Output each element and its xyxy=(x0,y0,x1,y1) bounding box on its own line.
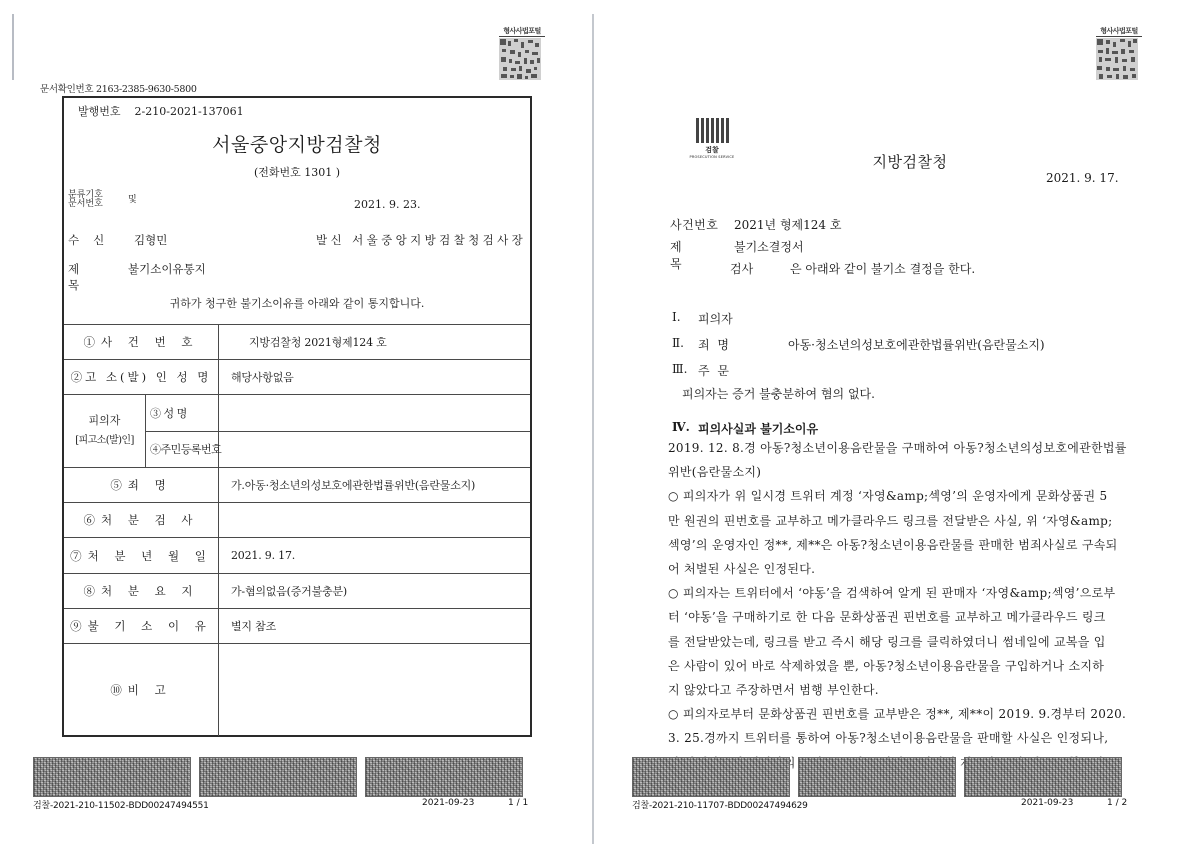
decision-page xyxy=(600,0,1200,849)
recipient-label: 수신 xyxy=(68,233,119,247)
section-number: Ⅱ. xyxy=(672,336,684,350)
footer-document-id: 검찰-2021-210-11502-BDD00247494551 xyxy=(33,801,209,811)
sender: 발신 서울중앙지방검찰청검사장 xyxy=(316,233,527,247)
body-line: ○ 피의자로부터 문화상품권 핀번호를 교부받은 정**, 제**이 2019. 9.경부터 2020. xyxy=(668,707,1127,722)
logo-text: 검찰 xyxy=(705,146,719,154)
barcode-icon xyxy=(798,757,956,797)
body-line: 어 처벌된 사실은 인정된다. xyxy=(668,562,816,577)
document-verification-number: 문서확인번호 2163-2385-9630-5800 xyxy=(40,84,197,95)
table-row-disposition-date xyxy=(64,537,530,573)
remarks-value xyxy=(219,644,530,736)
section-number: Ⅳ. xyxy=(672,420,690,434)
page-divider xyxy=(592,14,594,844)
suspect-name-value xyxy=(219,395,530,431)
accused-label: [피고소(발)인] xyxy=(75,435,134,446)
logo-bars-icon xyxy=(682,118,742,143)
footer-page-number: 1 / 2 xyxy=(1107,798,1128,808)
table-row-case-number xyxy=(64,324,530,359)
classification-and: 및 xyxy=(128,195,137,205)
body-line: 터 ‘야동’을 구매하기로 한 다음 문화상품권 핀번호를 교부하고 메가클라우드 링크 xyxy=(668,610,1106,625)
subject-row xyxy=(68,261,206,293)
barcode-icon xyxy=(199,757,357,797)
scan-edge xyxy=(12,14,14,80)
body-line: 위반(음란물소지) xyxy=(668,465,762,480)
section-title: 피의사실과 불기소이유 xyxy=(698,422,819,436)
seal-label: 형사사법포털 xyxy=(499,26,545,37)
footer-page-number: 1 / 1 xyxy=(508,798,529,808)
issue-number-label: 발행번호 xyxy=(78,105,121,118)
barcode-icon xyxy=(365,757,523,797)
table-row-charge xyxy=(64,467,530,502)
portal-seal xyxy=(1096,26,1142,84)
footer-date: 2021-09-23 xyxy=(1021,798,1074,808)
classification-line-2: 문서번호 xyxy=(68,199,103,209)
section-order xyxy=(672,362,731,379)
suspect-id-label: ④주민등록번호 xyxy=(146,431,218,468)
qr-code-icon xyxy=(499,38,541,80)
suspect-label: 피의자 xyxy=(88,414,121,427)
case-number-row xyxy=(670,216,841,233)
barcode-icon xyxy=(964,757,1122,797)
disposition-date-label: ⑦처 분 년 월 일 xyxy=(64,538,219,573)
charge-value: 가.아동·청소년의성보호에관한법률위반(음란물소지) xyxy=(231,479,476,492)
section-charge xyxy=(672,336,1045,353)
recipient-name: 김형민 xyxy=(134,233,168,247)
section-number: Ⅰ. xyxy=(672,310,681,324)
body-line: 를 전달받았는데, 링크를 받고 즉시 해당 링크를 클릭하였더니 썸네일에 교복을 입 xyxy=(668,634,1106,649)
suspect-name-label: ③ 성 명 xyxy=(150,406,187,420)
footer-barcodes xyxy=(632,757,1122,797)
suspect-group-label xyxy=(64,395,146,467)
decision-prosecutor: 검사 xyxy=(730,262,754,276)
footer-barcodes xyxy=(33,757,523,797)
reason-value: 별지 참조 xyxy=(231,620,277,633)
notice-date: 2021. 9. 23. xyxy=(354,198,421,211)
body-line: 2019. 12. 8.경 아동?청소년이용음란물을 구매하여 아동?청소년의성보호에관한법률 xyxy=(668,441,1127,455)
table-row-disposition-summary xyxy=(64,573,530,608)
body-line: 섹영’의 운영자인 정**, 제**은 아동?청소년이용음란물를 판매한 범죄사실로 구속되 xyxy=(668,537,1118,552)
subject-label: 제목 xyxy=(670,240,716,271)
decision-statement xyxy=(730,260,975,277)
case-number-value: 지방검찰청 2021형제124 호 xyxy=(249,336,387,349)
qr-code-icon xyxy=(1096,38,1138,80)
phone-number: (전화번호 1301 ) xyxy=(253,166,341,179)
body-line: ○ 피의자는 트위터에서 ‘야동’을 검색하여 알게 된 판매자 ‘자영&amp;섹영’으로부 xyxy=(668,586,1116,601)
prosecutor-value xyxy=(219,503,530,537)
complainant-value: 해당사항없음 xyxy=(231,371,294,384)
table-row-complainant xyxy=(64,359,530,394)
prosecutor-label: ⑥처 분 검 사 xyxy=(64,503,219,537)
body-line: ○ 피의자가 위 일시경 트위터 계정 ‘자영&amp;섹영’의 운영자에게 문화상품권 5 xyxy=(668,489,1108,504)
suspect-field-labels xyxy=(146,395,222,467)
decision-text: 은 아래와 같이 불기소 결정을 한다. xyxy=(790,262,976,276)
section-title: 피의자 xyxy=(698,312,733,326)
subject-value: 불기소결정서 xyxy=(734,240,804,254)
table-row-remarks xyxy=(64,643,530,736)
footer-document-id: 검찰-2021-210-11707-BDD00247494629 xyxy=(632,801,808,811)
facts-body xyxy=(668,436,1127,775)
table-row-prosecutor xyxy=(64,502,530,537)
table-row-reason xyxy=(64,608,530,643)
notice-frame xyxy=(62,96,532,737)
disposition-summary-value: 가-혐의없음(증거불충분) xyxy=(231,585,347,598)
subject-value: 불기소이유통지 xyxy=(128,262,206,276)
notice-text: 귀하가 청구한 불기소이유를 아래와 같이 통지합니다. xyxy=(169,297,425,310)
body-line: 은 사람이 있어 바로 삭제하였을 뿐, 아동?청소년이용음란물을 구입하거나 소지하 xyxy=(668,658,1105,673)
remarks-label: ⑩비 고 xyxy=(64,644,219,736)
portal-seal xyxy=(499,26,545,84)
disposition-summary-label: ⑧처 분 요 지 xyxy=(64,574,219,608)
suspect-id-value xyxy=(219,431,530,468)
body-line: 만 원권의 핀번호를 교부하고 메가클라우드 링크를 전달받은 사실, 위 ‘자영&amp; xyxy=(668,513,1113,528)
decision-date: 2021. 9. 17. xyxy=(1046,171,1119,185)
recipient-row xyxy=(68,232,167,248)
footer-date: 2021-09-23 xyxy=(422,798,475,808)
classification-label xyxy=(68,191,103,209)
issue-number-value: 2-210-2021-137061 xyxy=(134,105,244,118)
seal-label: 형사사법포털 xyxy=(1096,26,1142,37)
reason-label: ⑨불 기 소 이 유 xyxy=(64,609,219,643)
section-number: Ⅲ. xyxy=(672,362,688,376)
section-suspect xyxy=(672,310,733,327)
section-title: 주 문 xyxy=(698,364,731,378)
complainant-label: ②고 소(발) 인 성 명 xyxy=(64,360,219,394)
case-number-label: ①사 건 번 호 xyxy=(64,325,219,359)
charge-value: 아동·청소년의성보호에관한법률위반(음란물소지) xyxy=(788,338,1045,352)
body-line: 3. 25.경까지 트위터를 통하여 아동?청소년이용음란물을 판매할 사실은 인정되나, xyxy=(668,731,1109,746)
section-title: 죄 명 xyxy=(698,338,731,352)
logo-subtitle: PROSECUTION SERVICE xyxy=(689,155,735,159)
case-number-label: 사건번호 xyxy=(670,218,719,232)
body-line: 지 않았다고 주장하면서 범행 부인한다. xyxy=(668,683,879,698)
section-facts xyxy=(672,420,818,437)
barcode-icon xyxy=(632,757,790,797)
decision-agency-title: 지방검찰청 xyxy=(872,153,948,171)
suspect-group xyxy=(64,394,530,467)
agency-title: 서울중앙지방검찰청 xyxy=(212,134,382,156)
order-text: 피의자는 증거 불충분하여 혐의 없다. xyxy=(682,387,875,401)
disposition-date-value: 2021. 9. 17. xyxy=(231,549,296,562)
order-body xyxy=(682,385,875,402)
suspect-field-values xyxy=(219,395,530,467)
classification-line-1: 분류기호 xyxy=(68,190,103,200)
barcode-icon xyxy=(33,757,191,797)
issue-number xyxy=(78,103,244,119)
subject-label: 제목 xyxy=(68,262,100,292)
charge-label: ⑤죄 명 xyxy=(64,468,219,502)
case-number-value: 2021년 형제124 호 xyxy=(734,218,842,232)
